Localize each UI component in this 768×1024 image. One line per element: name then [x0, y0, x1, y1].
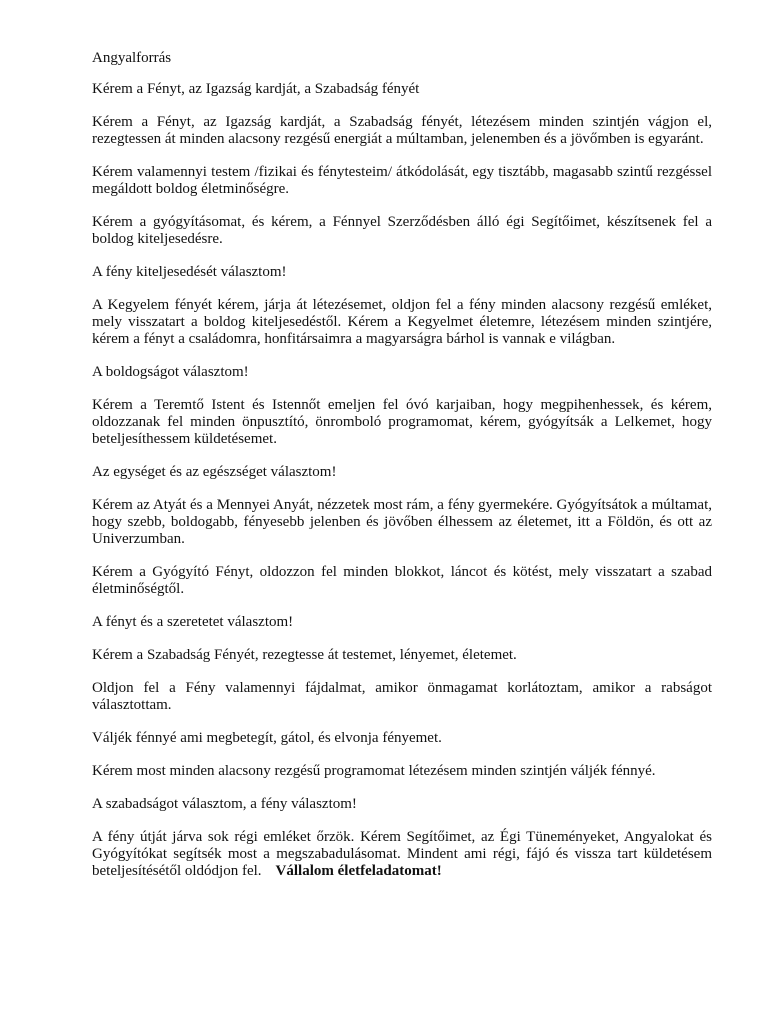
final-paragraph-text: A fény útját járva sok régi emléket őrzök. Kérem Segítőimet, az Égi Tüneményeket, Angyalokat és Gyógyítókat segítsék most a megszabadulásomat. Mindent ami régi, fájó és vissza tart küldetésem beteljesítésétől oldódjon fel.	[92, 829, 712, 879]
paragraph: A Kegyelem fényét kérem, járja át létezésemet, oldjon fel a fény minden alacsony rezgésű emléket, mely visszatart a boldog kiteljesedéstől. Kérem a Kegyelmet életemre, létezésem minden szintjére, kérem a fényt a családomra, honfitársaimra a magyarságra bárhol is vannak e világban.	[92, 297, 712, 347]
final-paragraph	[92, 829, 712, 880]
paragraph: A fény kiteljesedését választom!	[92, 264, 287, 280]
paragraph: Kérem a Fényt, az Igazság kardját, a Szabadság fényét, létezésem minden szintjén vágjon el, rezegtessen át minden alacsony rezgésű energiát a múltamban, jelenemben és a jövőmben is egyaránt.	[92, 114, 712, 147]
paragraph: A boldogságot választom!	[92, 364, 249, 380]
document-page	[92, 50, 712, 896]
paragraph: Kérem a Gyógyító Fényt, oldozzon fel minden blokkot, láncot és kötést, mely visszatart a szabad életminőségtől.	[92, 564, 712, 597]
paragraph: Az egységet és az egészséget választom!	[92, 464, 337, 480]
paragraph: Kérem a Szabadság Fényét, rezegtesse át testemet, lényemet, életemet.	[92, 647, 517, 663]
paragraph: A fényt és a szeretetet választom!	[92, 614, 294, 630]
document-title: Angyalforrás	[92, 50, 172, 66]
paragraph: Kérem a gyógyításomat, és kérem, a Fénnyel Szerződésben álló égi Segítőimet, készítsenek fel a boldog kiteljesedésre.	[92, 214, 712, 247]
paragraph: Kérem most minden alacsony rezgésű programomat létezésem minden szintjén váljék fénnyé.	[92, 763, 656, 779]
paragraph: Kérem a Teremtő Istent és Istennőt emeljen fel óvó karjaiban, hogy megpihenhessek, és kérem, oldozzanak fel minden önpusztító, önromboló programomat, kérem, gyógyítsák a Lelkemet, hogy beteljesíthessem küldetésemet.	[92, 397, 712, 447]
paragraph: Kérem valamennyi testem /fizikai és fénytesteim/ átkódolását, egy tisztább, magasabb szintű rezgéssel megáldott boldog életminőségre.	[92, 164, 712, 197]
paragraph: Kérem a Fényt, az Igazság kardját, a Szabadság fényét	[92, 81, 420, 97]
closing-statement: Vállalom életfeladatomat!	[275, 863, 442, 879]
paragraph: Váljék fénnyé ami megbetegít, gátol, és elvonja fényemet.	[92, 730, 442, 746]
paragraph: Kérem az Atyát és a Mennyei Anyát, nézzetek most rám, a fény gyermekére. Gyógyítsátok a múltamat, hogy szebb, boldogabb, fényesebb jelenben és jövőben élhessem az életemet, itt a Földön, és ott az Univerzumban.	[92, 497, 712, 547]
paragraph: Oldjon fel a Fény valamennyi fájdalmat, amikor önmagamat korlátoztam, amikor a rabságot választottam.	[92, 680, 712, 713]
paragraph: A szabadságot választom, a fény választom!	[92, 796, 357, 812]
